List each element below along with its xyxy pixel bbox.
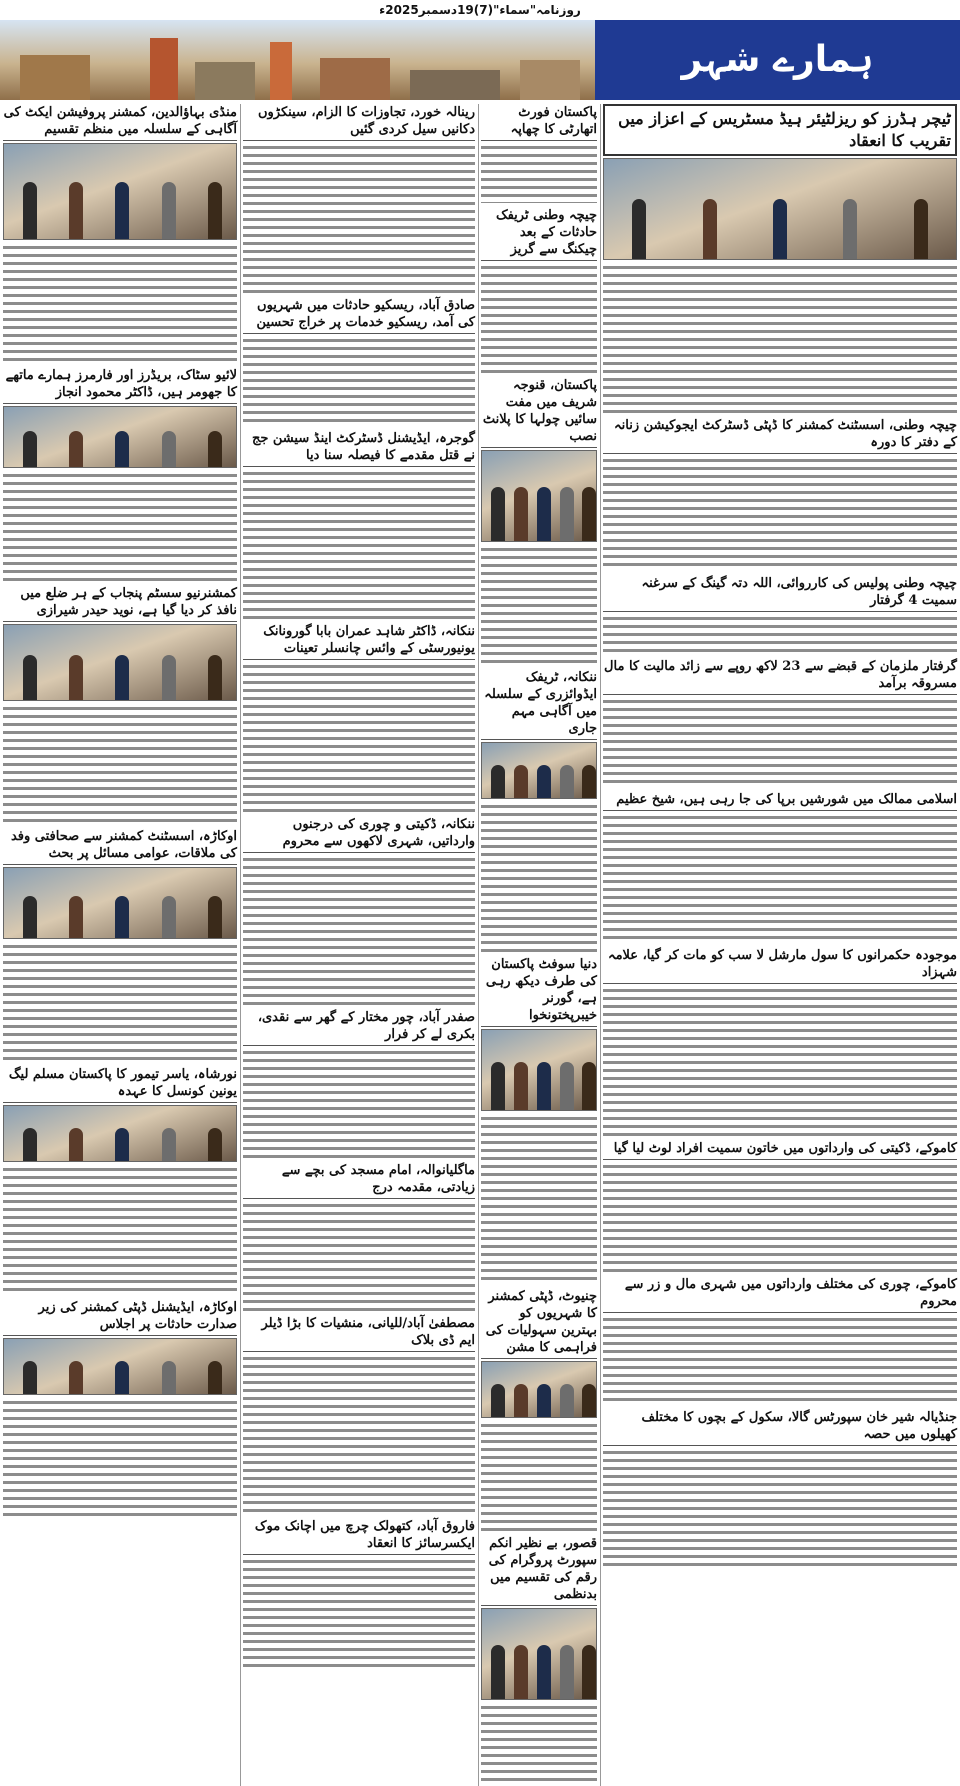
story-body-text <box>603 1162 957 1272</box>
story-body-text <box>243 336 475 426</box>
column-2 <box>478 104 601 1786</box>
story-photo <box>481 1029 597 1111</box>
story-headline: فاروق آباد، کتھولک چرچ میں اچانک موک ایکسرسائز کا انعقاد <box>243 1518 475 1555</box>
person-figure <box>560 765 574 798</box>
person-figure <box>582 1062 596 1110</box>
story-photo <box>3 624 237 701</box>
story-headline: پاکستان، قنوجہ شریف میں مفت سائیں چولہا کا پلانٹ نصب <box>481 377 597 448</box>
story-headline: گوجرہ، ایڈیشنل ڈسٹرکٹ اینڈ سیشن جج نے قتل مقدمے کا فیصلہ سنا دیا <box>243 430 475 467</box>
story-body-text <box>243 469 475 619</box>
story-headline: اسلامی ممالک میں شورشیں برپا کی جا رہی ہیں، شیخ عظیم <box>603 791 957 811</box>
person-figure <box>537 1062 551 1110</box>
city-skyline-image <box>0 20 595 100</box>
person-figure <box>491 1062 505 1110</box>
section-title: ہمارے شہر <box>595 20 960 100</box>
person-figure <box>69 431 83 467</box>
story-headline: جنڈیالہ شیر خان سپورٹس گالا، سکول کے بچوں کا مختلف کھیلوں میں حصہ <box>603 1409 957 1446</box>
column-1 <box>600 104 960 1786</box>
person-figure <box>69 1361 83 1394</box>
person-figure <box>23 1361 37 1394</box>
story-body-text <box>481 802 597 952</box>
person-figure <box>162 431 176 467</box>
story-headline: چیچہ وطنی پولیس کی کارروائی، اللہ دتہ گینگ کے سرغنہ سمیت 4 گرفتار <box>603 575 957 612</box>
person-figure <box>23 655 37 700</box>
story-headline: گرفتار ملزمان کے قبضے سے 23 لاکھ روپے سے زائد مالیت کا مال مسروقہ برآمد <box>603 658 957 695</box>
person-figure <box>162 182 176 239</box>
person-figure <box>491 765 505 798</box>
story-photo <box>603 158 957 260</box>
person-figure <box>208 182 222 239</box>
person-figure <box>514 1062 528 1110</box>
person-figure <box>162 1361 176 1394</box>
story-body-text <box>243 662 475 812</box>
news-story <box>243 297 475 426</box>
person-figure <box>582 1645 596 1699</box>
person-figure <box>514 765 528 798</box>
person-figure <box>69 896 83 938</box>
person-figure <box>560 487 574 541</box>
story-headline: ننکانہ، ٹریفک ایڈوائزری کے سلسلہ میں آگاہی مہم جاری <box>481 669 597 740</box>
story-headline: نورشاہ، یاسر تیمور کا پاکستان مسلم لیگ یونین کونسل کا عہدہ <box>3 1066 237 1103</box>
story-body-text <box>603 456 957 571</box>
news-story <box>603 417 957 571</box>
person-figure <box>514 1645 528 1699</box>
person-figure <box>162 896 176 938</box>
news-story <box>603 947 957 1136</box>
news-story <box>481 207 597 373</box>
story-photo <box>3 406 237 468</box>
news-story <box>481 377 597 665</box>
news-story <box>603 1140 957 1272</box>
person-figure <box>537 765 551 798</box>
news-story <box>243 1162 475 1311</box>
story-headline: کاموکے، ڈکیتی کی وارداتوں میں خاتون سمیت افراد لوٹ لیا گیا <box>603 1140 957 1160</box>
story-body-text <box>243 1557 475 1667</box>
column-3 <box>240 104 479 1786</box>
news-story <box>603 1409 957 1568</box>
person-figure <box>208 655 222 700</box>
story-body-text <box>603 986 957 1136</box>
story-headline: ننکانہ، ڈاکٹر شاہد عمران بابا گورونانک یونیورسٹی کے وائس چانسلر تعینات <box>243 623 475 660</box>
person-figure <box>115 655 129 700</box>
story-body-text <box>3 1165 237 1295</box>
person-figure <box>162 655 176 700</box>
story-photo <box>481 742 597 799</box>
story-body-text <box>243 1048 475 1158</box>
news-story <box>3 367 237 581</box>
person-figure <box>632 199 646 259</box>
person-figure <box>491 1384 505 1417</box>
story-body-text <box>481 545 597 665</box>
person-figure <box>582 487 596 541</box>
story-photo <box>481 450 597 542</box>
story-headline: رینالہ خورد، تجاوزات کا الزام، سینکڑوں دکانیں سیل کردی گئیں <box>243 104 475 141</box>
story-body-text <box>481 143 597 203</box>
person-figure <box>843 199 857 259</box>
person-figure <box>560 1645 574 1699</box>
news-story <box>243 1009 475 1158</box>
person-figure <box>914 199 928 259</box>
story-body-text <box>603 813 957 943</box>
story-headline: مصطفیٰ آباد/للیانی، منشیات کا بڑا ڈیلر ایم ڈی بلاک <box>243 1315 475 1352</box>
person-figure <box>115 1128 129 1161</box>
news-story <box>481 1535 597 1786</box>
story-photo <box>481 1608 597 1700</box>
person-figure <box>582 765 596 798</box>
story-body-text <box>243 143 475 293</box>
person-figure <box>514 487 528 541</box>
person-figure <box>491 487 505 541</box>
person-figure <box>582 1384 596 1417</box>
story-body-text <box>481 1421 597 1531</box>
story-body-text <box>481 1703 597 1786</box>
news-story <box>481 669 597 952</box>
story-headline: ٹیچر ہڈرز کو ریزلٹیئر ہیڈ مسٹریس کے اعزاز میں تقریب کا انعقاد <box>603 104 957 156</box>
person-figure <box>537 1645 551 1699</box>
story-body-text <box>3 1398 237 1518</box>
person-figure <box>23 431 37 467</box>
story-body-text <box>603 1315 957 1405</box>
story-body-text <box>603 697 957 787</box>
story-headline: چنیوٹ، ڈپٹی کمشنر کا شہریوں کو بہترین سہولیات کی فراہمی کا مشن <box>481 1288 597 1359</box>
story-headline: صادق آباد، ریسکیو حادثات میں شہریوں کی آمد، ریسکیو خدمات پر خراج تحسین <box>243 297 475 334</box>
story-headline: منڈی بہاؤالدین، کمشنر پروفیشن ایکٹ کی آگاہی کے سلسلہ میں منظم تقسیم <box>3 104 237 141</box>
story-body-text <box>243 1354 475 1514</box>
person-figure <box>69 655 83 700</box>
person-figure <box>69 1128 83 1161</box>
news-story <box>3 828 237 1062</box>
dateline: روزنامہ"سماء"(7)19دسمبر2025ء <box>379 3 581 17</box>
news-story <box>243 623 475 812</box>
story-headline: کاموکے، چوری کی مختلف وارداتوں میں شہری مال و زر سے محروم <box>603 1276 957 1313</box>
person-figure <box>208 896 222 938</box>
story-body-text <box>243 855 475 1005</box>
story-headline: اوکاڑہ، اسسٹنٹ کمشنر سے صحافتی وفد کی ملاقات، عوامی مسائل پر بحث <box>3 828 237 865</box>
person-figure <box>115 182 129 239</box>
person-figure <box>23 1128 37 1161</box>
story-headline: لائیو سٹاک، بریڈرز اور فارمرز ہمارے ماتھے کا جھومر ہیں، ڈاکٹر محمود انجاز <box>3 367 237 404</box>
story-headline: اوکاڑہ، ایڈیشنل ڈپٹی کمشنر کی زیر صدارت حادثات پر اجلاس <box>3 1299 237 1336</box>
person-figure <box>115 896 129 938</box>
news-story <box>243 1315 475 1514</box>
story-headline: ننکانہ، ڈکیتی و چوری کی درجنوں وارداتیں، شہری لاکھوں سے محروم <box>243 816 475 853</box>
person-figure <box>560 1062 574 1110</box>
story-body-text <box>481 263 597 373</box>
news-story <box>243 1518 475 1667</box>
story-photo <box>3 1105 237 1162</box>
story-body-text <box>243 1201 475 1311</box>
news-story <box>603 1276 957 1405</box>
story-body-text <box>481 1114 597 1284</box>
story-headline: چیچہ وطنی ٹریفک حادثات کے بعد چیکنگ سے گریز <box>481 207 597 261</box>
news-story <box>603 104 957 413</box>
story-photo <box>481 1361 597 1418</box>
story-body-text <box>3 704 237 824</box>
story-body-text <box>3 942 237 1062</box>
news-story <box>481 1288 597 1531</box>
story-headline: قصور، بے نظیر انکم سپورٹ پروگرام کی رقم کی تقسیم میں بدنظمی <box>481 1535 597 1606</box>
person-figure <box>23 182 37 239</box>
person-figure <box>208 1361 222 1394</box>
story-photo <box>3 867 237 939</box>
person-figure <box>773 199 787 259</box>
news-story <box>3 1066 237 1295</box>
person-figure <box>115 1361 129 1394</box>
story-body-text <box>603 1448 957 1568</box>
person-figure <box>69 182 83 239</box>
news-story <box>3 104 237 363</box>
story-body-text <box>603 614 957 654</box>
person-figure <box>703 199 717 259</box>
person-figure <box>208 1128 222 1161</box>
person-figure <box>537 487 551 541</box>
story-headline: موجودہ حکمرانوں کا سول مارشل لا سب کو مات کر گیا، علامہ شہزاد <box>603 947 957 984</box>
story-headline: کمشنرنیو سسٹم پنجاب کے ہر ضلع میں نافذ کر دیا گیا ہے، نوید حیدر شیرازی <box>3 585 237 622</box>
person-figure <box>491 1645 505 1699</box>
story-headline: دنیا سوفٹ پاکستان کی طرف دیکھ رہی ہے، گورنر خیبرپختونخوا <box>481 956 597 1027</box>
story-photo <box>3 143 237 240</box>
story-headline: چیچہ وطنی، اسسٹنٹ کمشنر کا ڈپٹی ڈسٹرکٹ ایجوکیشن زنانہ کے دفتر کا دورہ <box>603 417 957 454</box>
section-banner <box>0 20 960 100</box>
story-headline: پاکستان فورٹ اتھارٹی کا چھاپہ <box>481 104 597 141</box>
news-story <box>3 1299 237 1518</box>
news-story <box>481 956 597 1284</box>
news-story <box>243 430 475 619</box>
news-story <box>603 575 957 654</box>
person-figure <box>23 896 37 938</box>
news-story <box>481 104 597 203</box>
story-body-text <box>3 471 237 581</box>
person-figure <box>208 431 222 467</box>
person-figure <box>115 431 129 467</box>
story-body-text <box>603 263 957 413</box>
news-story <box>243 816 475 1005</box>
person-figure <box>537 1384 551 1417</box>
news-story <box>603 791 957 943</box>
story-photo <box>3 1338 237 1395</box>
story-headline: ماگلیانوالہ، امام مسجد کی بچے سے زیادتی، مقدمہ درج <box>243 1162 475 1199</box>
news-story <box>3 585 237 824</box>
news-story <box>603 658 957 787</box>
story-headline: صفدر آباد، چور مختار کے گھر سے نقدی، بکری لے کر فرار <box>243 1009 475 1046</box>
story-body-text <box>3 243 237 363</box>
column-4 <box>0 104 241 1786</box>
person-figure <box>514 1384 528 1417</box>
person-figure <box>162 1128 176 1161</box>
news-story <box>243 104 475 293</box>
person-figure <box>560 1384 574 1417</box>
